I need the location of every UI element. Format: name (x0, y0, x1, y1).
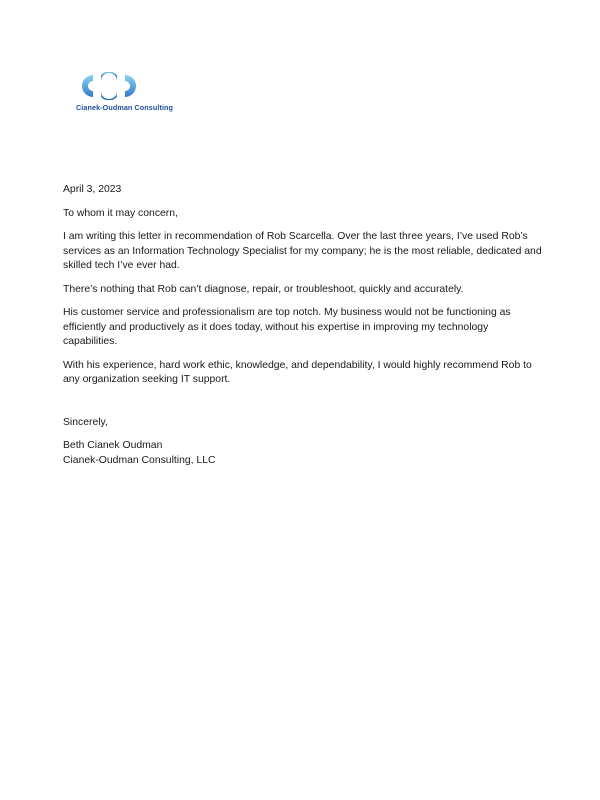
company-logo-icon (79, 72, 139, 100)
letter-paragraph: With his experience, hard work ethic, knowledge, and dependability, I would highly recommend Rob to any organization seeking IT support. (63, 359, 532, 385)
letter-paragraph: There’s nothing that Rob can’t diagnose, repair, or troubleshoot, quickly and accurately. (63, 283, 464, 295)
letter-salutation: To whom it may concern, (63, 207, 178, 219)
company-logo-text: Cianek-Oudman Consulting (76, 103, 174, 112)
letter-paragraph: I am writing this letter in recommendation of Rob Scarcella. Over the last three years, I’ve used Rob’s services as an Information Technology Specialist for my company; he is the most reliable, dedicated and skilled tech I’ve ever had. (63, 231, 542, 271)
company-logo (76, 72, 186, 112)
signer-company: Cianek-Oudman Consulting, LLC (63, 454, 216, 466)
letter-body (63, 183, 543, 468)
letter-date: April 3, 2023 (63, 184, 122, 195)
signer-name: Beth Cianek Oudman (63, 440, 163, 451)
letter-paragraph: His customer service and professionalism are top notch. My business would not be functioning as efficiently and productively as it does today, without his expertise in improving my technology capabilities. (63, 307, 511, 347)
letter-closing: Sincerely, (63, 416, 108, 428)
